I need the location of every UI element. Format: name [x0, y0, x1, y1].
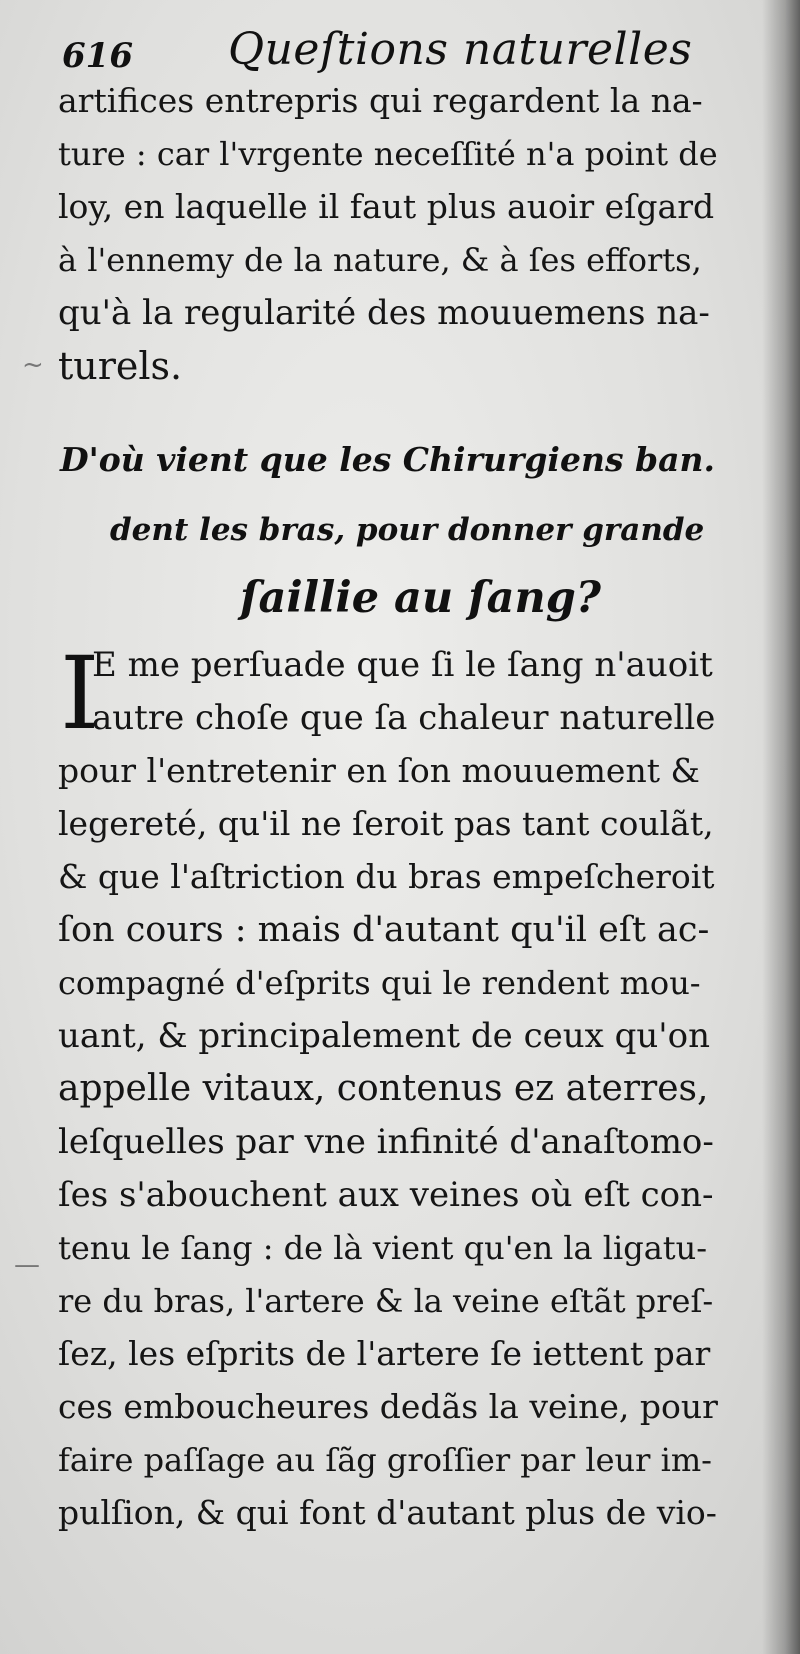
- text-line: ſes s'abouchent aux veines où eſt con-: [58, 1175, 714, 1215]
- text-line: faire paſſage au ſãg groſſier par leur im-: [58, 1441, 712, 1479]
- text-line: appelle vitaux, contenus ez aterres,: [58, 1068, 709, 1109]
- text-line: compagné d'eſprits qui le rendent mou-: [58, 964, 701, 1002]
- text-line: E me perſuade que ſi le ſang n'auoit: [92, 645, 713, 685]
- text-line: legereté, qu'il ne ſeroit pas tant coulãt,: [58, 804, 714, 843]
- running-title: Queſtions naturelles: [228, 24, 693, 75]
- page-header: [58, 14, 708, 84]
- drop-cap: I: [60, 635, 100, 752]
- section-heading-line: D'où vient que les Chirurgiens ban.: [60, 440, 715, 479]
- text-line: autre choſe que ſa chaleur naturelle: [92, 698, 716, 738]
- text-line: re du bras, l'artere & la veine eſtãt preſ-: [58, 1282, 714, 1320]
- text-line: tenu le ſang : de là vient qu'en la ligatu-: [58, 1229, 708, 1267]
- text-line: loy, en laquelle il faut plus auoir eſgard: [58, 187, 715, 226]
- text-line: ces emboucheures dedãs la veine, pour: [58, 1387, 718, 1426]
- margin-mark: ~: [22, 350, 44, 380]
- text-line: uant, & principalement de ceux qu'on: [58, 1016, 710, 1056]
- text-line: à l'ennemy de la nature, & à ſes efforts,: [58, 241, 702, 279]
- text-line: artifices entrepris qui regardent la na-: [58, 81, 703, 120]
- text-line: ſez, les eſprits de l'artere ſe iettent par: [58, 1334, 711, 1373]
- page-gutter-shadow: [762, 0, 800, 1654]
- section-heading-line: ſaillie au ſang?: [240, 573, 602, 623]
- text-line: pour l'entretenir en ſon mouuement &: [58, 751, 700, 790]
- text-line: ſon cours : mais d'autant qu'il eſt ac-: [58, 910, 710, 950]
- text-line: leſquelles par vne infinité d'anaſtomo-: [58, 1122, 714, 1162]
- text-line: ture : car l'vrgente neceſſité n'a point de: [58, 135, 718, 173]
- section-heading-line: dent les bras, pour donner grande: [110, 512, 705, 548]
- margin-mark: —: [14, 1250, 40, 1280]
- text-line: qu'à la regularité des mouuemens na-: [58, 293, 710, 333]
- text-line: pulſion, & qui font d'autant plus de vio-: [58, 1493, 717, 1532]
- page-number: 616: [62, 36, 133, 76]
- text-line: turels.: [58, 344, 183, 388]
- text-line: & que l'aſtriction du bras empeſcheroit: [58, 857, 715, 896]
